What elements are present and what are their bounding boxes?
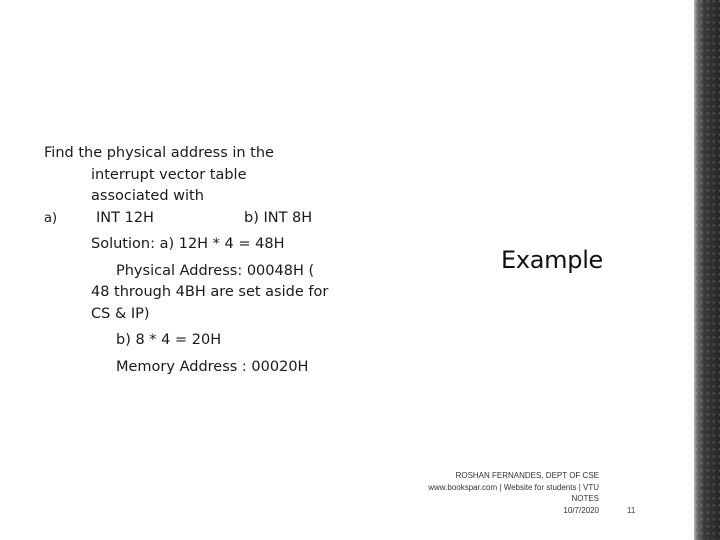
slide-body — [44, 143, 334, 378]
problem-line-2: interrupt vector table — [91, 166, 247, 183]
slide-title: Example — [501, 246, 604, 274]
problem-line-1: Find the physical address in the — [44, 145, 274, 161]
footer-website: www.bookspar.com | Website for students | VTU — [428, 482, 599, 492]
physical-address-text: Physical Address: 00048H ( 48 through 4BH are set aside for CS & IP) — [91, 262, 329, 322]
problem-line-3: associated with — [91, 188, 204, 204]
item-b-text: b) INT 8H — [244, 209, 313, 226]
page-number: 11 — [627, 506, 636, 515]
solution-part-b: b) 8 * 4 = 20H — [116, 332, 222, 348]
footer-notes: NOTES — [571, 494, 599, 503]
slide-footer — [428, 470, 599, 516]
footer-date: 10/7/2020 — [563, 505, 599, 515]
footer-author: ROSHAN FERNANDES, DEPT OF CSE — [455, 471, 599, 480]
item-a-text: INT 12H — [96, 209, 154, 226]
solution-line: Solution: a) 12H * 4 = 48H — [91, 236, 285, 252]
memory-address-text: Memory Address : 00020H — [116, 358, 309, 375]
problem-items — [44, 208, 334, 230]
item-a-marker: a) — [44, 210, 58, 226]
decorative-edge-strip — [694, 0, 720, 540]
